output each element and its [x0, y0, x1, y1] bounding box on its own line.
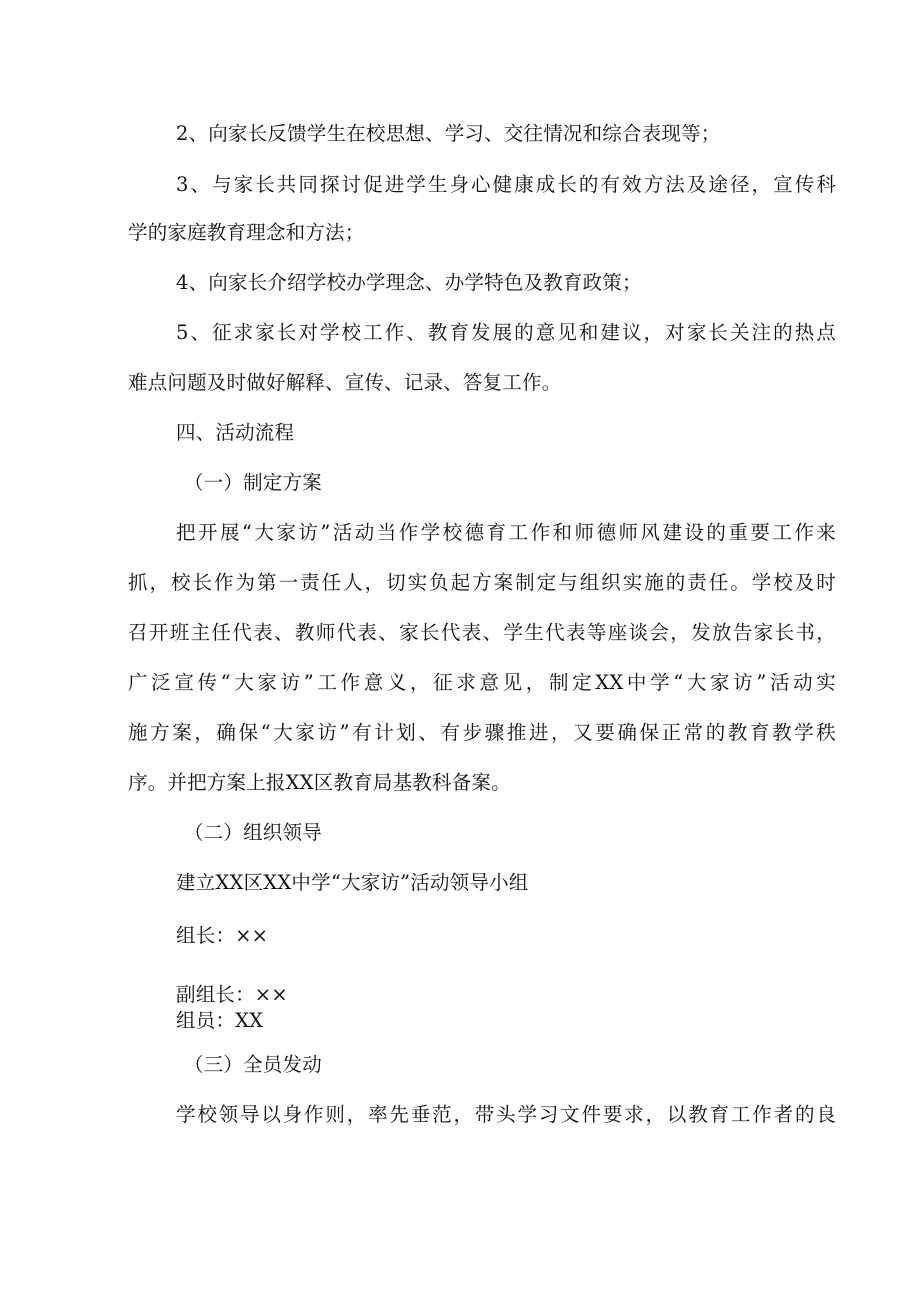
paragraph-1-line-4: 广泛宣传“大家访”工作意义，征求意见，制定XX中学“大家访”活动实 — [128, 671, 836, 694]
group-leader: 组长：×× — [176, 924, 269, 947]
item-4-text: 4、向家长介绍学校办学理念、办学特色及教育政策； — [176, 271, 642, 294]
item-3-text-line-1: 3、与家长共同探讨促进学生身心健康成长的有效方法及途径，宣传科 — [176, 173, 836, 196]
deputy-group-leader: 副组长：×× — [176, 983, 288, 1006]
paragraph-3-line-1: 学校领导以身作则，率先垂范，带头学习文件要求，以教育工作者的良 — [176, 1103, 836, 1126]
leadership-group-title: 建立XX区XX中学“大家访”活动领导小组 — [176, 871, 529, 894]
paragraph-1-line-6: 序。并把方案上报XX区教育局基教科备案。 — [128, 771, 511, 794]
subsection-heading-1: （一）制定方案 — [184, 471, 322, 494]
item-2-text: 2、向家长反馈学生在校思想、学习、交往情况和综合表现等； — [176, 122, 721, 145]
subsection-heading-3: （三）全员发动 — [184, 1053, 322, 1076]
paragraph-1-line-5: 施方案，确保“大家访”有计划、有步骤推进，又要确保正常的教育教学秩 — [128, 721, 836, 744]
paragraph-1-line-3: 召开班主任代表、教师代表、家长代表、学生代表等座谈会，发放告家长书， — [128, 621, 836, 644]
item-5-text-line-2: 难点问题及时做好解释、宣传、记录、答复工作。 — [128, 371, 562, 394]
paragraph-1-line-1: 把开展“大家访”活动当作学校德育工作和师德师风建设的重要工作来 — [176, 521, 836, 544]
subsection-heading-2: （二）组织领导 — [184, 821, 322, 844]
section-heading-activity-process: 四、活动流程 — [176, 421, 295, 444]
paragraph-1-line-2: 抓，校长作为第一责任人，切实负起方案制定与组织实施的责任。学校及时 — [128, 571, 836, 594]
item-3-text-line-2: 学的家庭教育理念和方法； — [128, 221, 365, 244]
item-5-text-line-1: 5、征求家长对学校工作、教育发展的意见和建议，对家长关注的热点 — [176, 321, 836, 344]
group-members: 组员：XX — [176, 1009, 264, 1032]
